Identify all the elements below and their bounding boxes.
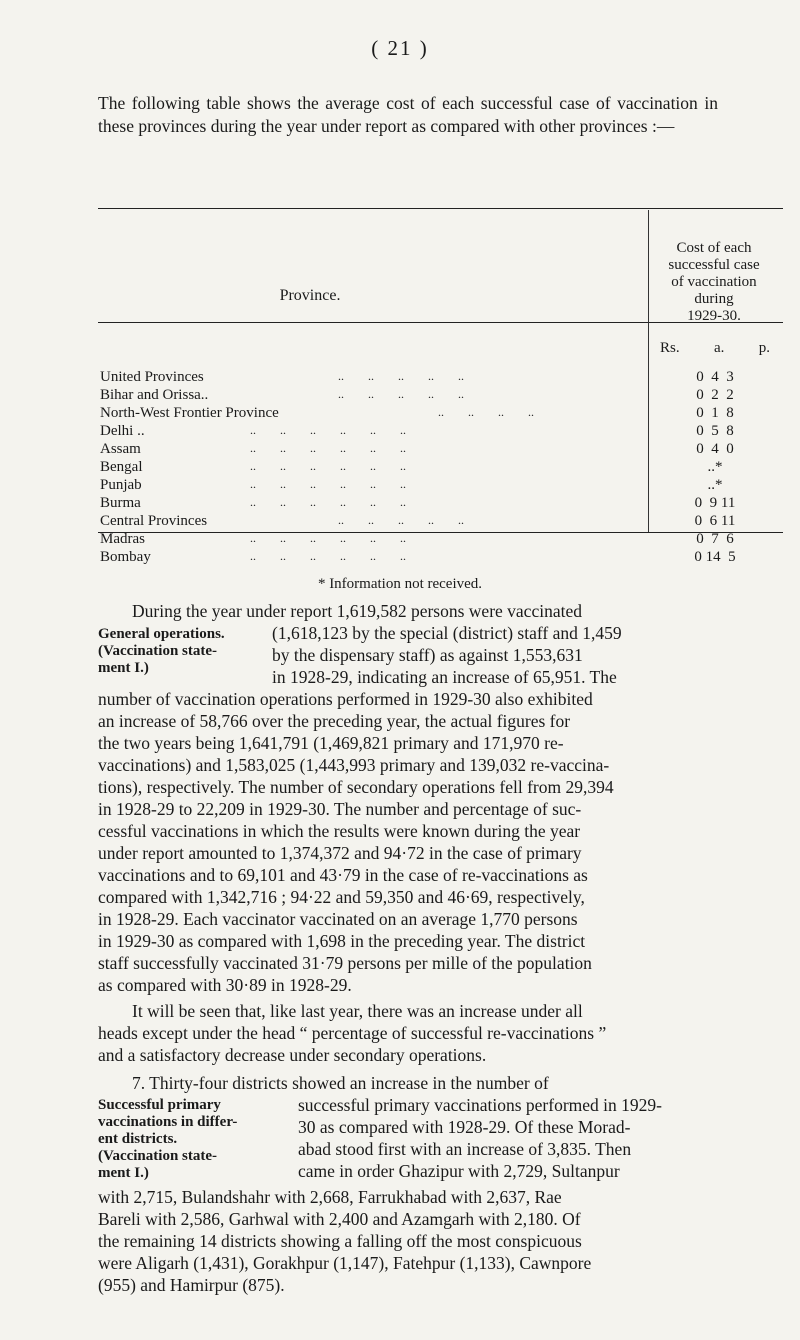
- cost-value: 0 5 8: [696, 423, 734, 439]
- province-name: Punjab: [100, 477, 142, 493]
- unit-pies: p.: [758, 340, 770, 356]
- cost-value: 0 4 0: [696, 441, 734, 457]
- leader-dots: .. .. .. .. ..: [338, 513, 464, 527]
- para6-line: in 1928-29. Each vaccinator vaccinated on an average 1,770 persons: [98, 909, 578, 929]
- para6b-line: It will be seen that, like last year, there was an increase under all: [132, 1001, 583, 1021]
- para6-line: vaccinations) and 1,583,025 (1,443,993 primary and 139,032 re-vaccina-: [98, 755, 610, 775]
- para6-line: in 1928-29 to 22,209 in 1929-30. The number and percentage of suc-: [98, 799, 582, 819]
- leader-dots: .. .. .. .. .. ..: [250, 441, 406, 455]
- side-heading-line: (Vaccination state-: [98, 643, 218, 659]
- table-row: [100, 513, 736, 530]
- table-row: [100, 387, 734, 404]
- currency-units: [660, 340, 770, 357]
- para7-line: 30 as compared with 1928-29. Of these Morad-: [298, 1117, 631, 1137]
- table-top-rule: [98, 208, 783, 209]
- para7-line: Bareli with 2,586, Garhwal with 2,400 and Azamgarh with 2,180. Of: [98, 1209, 581, 1229]
- cost-value: 0 14 5: [694, 549, 736, 565]
- table-row: [100, 477, 723, 494]
- para6b-line: heads except under the head “ percentage of successful re-vaccinations ”: [98, 1023, 607, 1043]
- para6-line: vaccinations and to 69,101 and 43·79 in the case of re-vaccinations as: [98, 865, 588, 885]
- table-row: [100, 495, 736, 512]
- para7-line: came in order Ghazipur with 2,729, Sultanpur: [298, 1161, 620, 1181]
- cost-value: 0 9 11: [694, 495, 736, 511]
- unit-annas: a.: [713, 340, 725, 356]
- para7-line: with 2,715, Bulandshahr with 2,668, Farrukhabad with 2,637, Rae: [98, 1187, 562, 1207]
- side-heading-line: Successful primary: [98, 1097, 221, 1113]
- table-row: [100, 423, 734, 440]
- intro-paragraph: The following table shows the average cost of each successful case of vaccination in these provinces during the year under report as compared with other provinces :—: [98, 93, 718, 136]
- cost-value: 0 6 11: [694, 513, 736, 529]
- leader-dots: .. .. .. .. .. ..: [250, 495, 406, 509]
- unit-rupees: Rs.: [660, 340, 680, 356]
- side-heading-line: (Vaccination state-: [98, 1148, 218, 1164]
- province-name: Madras: [100, 531, 145, 547]
- header-province: Province.: [279, 287, 341, 304]
- header-cost-line: successful case: [668, 257, 760, 273]
- leader-dots: .. .. .. .. ..: [338, 369, 464, 383]
- para6-side-heading: [98, 626, 270, 677]
- cost-value: 0 7 6: [696, 531, 734, 547]
- para6-line: number of vaccination operations performed in 1929-30 also exhibited: [98, 689, 593, 709]
- province-name: Bengal: [100, 459, 143, 475]
- para6-line: staff successfully vaccinated 31·79 persons per mille of the population: [98, 953, 592, 973]
- leader-dots: .. .. .. .. .. ..: [250, 477, 406, 491]
- province-name: North-West Frontier Province: [100, 405, 279, 421]
- para7-line: successful primary vaccinations performed in 1929-: [298, 1095, 662, 1115]
- province-name: United Provinces: [100, 369, 204, 385]
- side-heading-line: General operations.: [98, 626, 225, 642]
- para6-line: in 1929-30 as compared with 1,698 in the preceding year. The district: [98, 931, 586, 951]
- cost-value: 0 1 8: [696, 405, 734, 421]
- para7-line: 7. Thirty-four districts showed an increase in the number of: [132, 1073, 549, 1093]
- header-cost-line: of vaccination: [671, 274, 757, 290]
- cost-value: 0 4 3: [696, 369, 734, 385]
- cost-value: 0 2 2: [696, 387, 734, 403]
- para6-line: under report amounted to 1,374,372 and 94·72 in the case of primary: [98, 843, 582, 863]
- province-name: Central Provinces: [100, 513, 208, 529]
- para7-line: (955) and Hamirpur (875).: [98, 1275, 285, 1295]
- province-name: Delhi ..: [100, 423, 145, 439]
- header-cost-line: Cost of each: [676, 240, 752, 256]
- province-name: Bombay: [100, 549, 151, 565]
- leader-dots: .. .. .. .. .. ..: [250, 531, 406, 545]
- leader-dots: .. .. .. .. .. ..: [250, 423, 406, 437]
- side-heading-line: ment I.): [98, 660, 149, 676]
- table-row: [100, 441, 734, 458]
- para7-line: abad stood first with an increase of 3,835. Then: [298, 1139, 632, 1159]
- para6b-line: and a satisfactory decrease under secondary operations.: [98, 1045, 487, 1065]
- side-heading-line: ent districts.: [98, 1131, 178, 1147]
- province-name: Assam: [100, 441, 141, 457]
- table-row: [100, 405, 734, 422]
- para6-line: in 1928-29, indicating an increase of 65,951. The: [272, 667, 617, 687]
- header-cost-line: 1929-30.: [687, 308, 741, 324]
- cost-value: ..*: [707, 459, 723, 475]
- cost-value: ..*: [707, 477, 723, 493]
- table-row: [100, 369, 734, 386]
- leader-dots: .. .. .. .. ..: [338, 387, 464, 401]
- side-heading-line: vaccinations in differ-: [98, 1114, 238, 1130]
- table-footnote: * Information not received.: [317, 576, 483, 592]
- para7-line: were Aligarh (1,431), Gorakhpur (1,147), Fatehpur (1,133), Cawnpore: [98, 1253, 592, 1273]
- para7-side-heading: [98, 1097, 298, 1182]
- table-row: [100, 549, 736, 566]
- header-cost: [648, 240, 780, 325]
- para6-line: cessful vaccinations in which the results were known during the year: [98, 821, 581, 841]
- para7-line: the remaining 14 districts showing a falling off the most conspicuous: [98, 1231, 582, 1251]
- leader-dots: .. .. .. .. .. ..: [250, 549, 406, 563]
- para6-line: by the dispensary staff) as against 1,553,631: [272, 645, 583, 665]
- leader-dots: .. .. .. ..: [438, 405, 534, 419]
- province-name: Bihar and Orissa..: [100, 387, 209, 403]
- table-row: [100, 531, 734, 548]
- para6-line: an increase of 58,766 over the preceding year, the actual figures for: [98, 711, 571, 731]
- para6-line: tions), respectively. The number of secondary operations fell from 29,394: [98, 777, 614, 797]
- para6-line: (1,618,123 by the special (district) staff and 1,459: [272, 623, 622, 643]
- side-heading-line: ment I.): [98, 1165, 149, 1181]
- province-name: Burma: [100, 495, 141, 511]
- table-row: [100, 459, 723, 476]
- para6-line: compared with 1,342,716 ; 94·22 and 59,350 and 46·69, respectively,: [98, 887, 585, 907]
- para6-line: as compared with 30·89 in 1928-29.: [98, 975, 352, 995]
- para6-line: During the year under report 1,619,582 persons were vaccinated: [132, 601, 582, 621]
- para6-line: the two years being 1,641,791 (1,469,821 primary and 171,970 re-: [98, 733, 564, 753]
- header-cost-line: during: [694, 291, 734, 307]
- leader-dots: .. .. .. .. .. ..: [250, 459, 406, 473]
- page-number: ( 21 ): [371, 36, 429, 60]
